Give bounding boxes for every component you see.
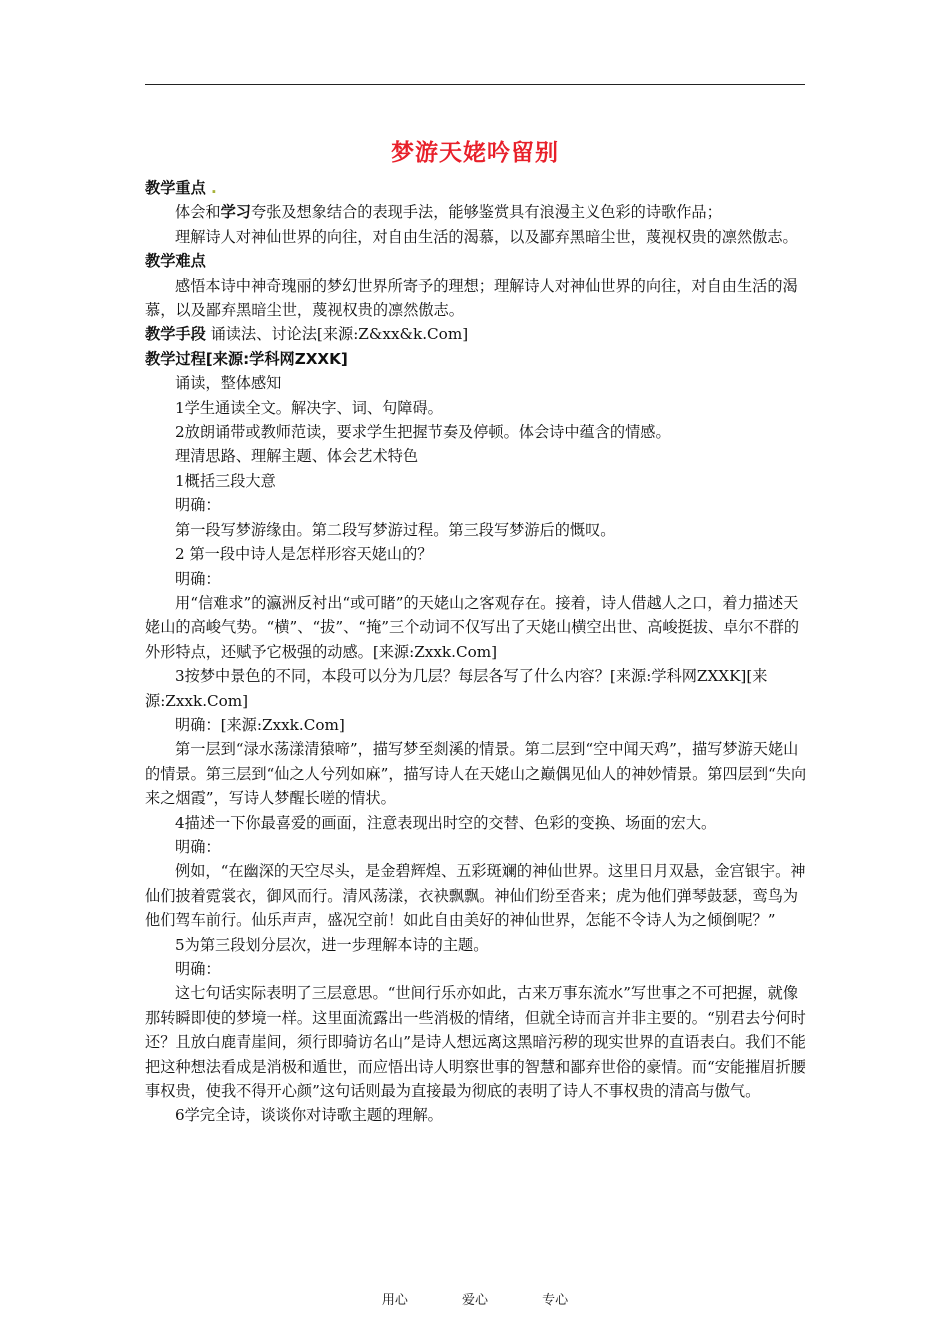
- section-heading: [145, 176, 813, 200]
- header-rule: [145, 84, 805, 85]
- bold-text: 学习: [220, 203, 251, 222]
- paragraph: 第一段写梦游缘由。第二段写梦游过程。第三段写梦游后的慨叹。: [175, 520, 616, 539]
- section-heading: 教学难点: [145, 252, 206, 271]
- section-heading: 教学手段: [145, 325, 206, 344]
- paragraph: 明确：: [175, 960, 221, 978]
- paragraph: 4描述一下你最喜爱的画面，注意表现出时空的交替、色彩的变换、场面的宏大。: [175, 813, 717, 832]
- text-span: 诵读法、讨论法[来源:Z&xx&k.Com]: [205, 325, 469, 344]
- text-span: 夸张: [250, 203, 282, 222]
- paragraph: 理清思路、理解主题、体会艺术特色: [175, 447, 418, 466]
- section-heading: 教学过程[来源:学科网ZXXK]: [145, 349, 348, 368]
- paragraph: 5为第三段划分层次，进一步理解本诗的主题。: [175, 935, 489, 954]
- decorative-dot: .: [211, 179, 217, 197]
- footer-text: 专心: [542, 1293, 569, 1308]
- paragraph: 明确：: [175, 496, 221, 515]
- footer-text: 用心: [381, 1293, 408, 1308]
- paragraph: 第一层到“渌水荡漾清猿啼”，描写梦至剡溪的情景。第二层到“空中闻天鸡”，描写梦游天姥山的情景。第三层到“仙之人兮列如麻”，描写诗人在天姥山之巅偶见仙人的神妙情景。第四层到“失向来之烟霞”，写诗人梦醒长嗟的情状。: [145, 740, 807, 808]
- paragraph: 明确：: [175, 837, 221, 856]
- paragraph: 2 第一段中诗人是怎样形容天姥山的？: [175, 545, 433, 564]
- paragraph: [145, 274, 813, 323]
- page-title: 梦游天姥吟留别: [391, 140, 559, 166]
- text-span: 神奇瑰丽的梦幻世界所寄予的理想；理解诗人对神仙世界的向往，对自由生活的渴慕，以及鄙弃黑暗尘世，蔑视权贵的凛然傲志。: [145, 276, 798, 320]
- heading-text: 教学重点: [145, 179, 206, 197]
- document-body: [145, 176, 813, 1128]
- paragraph: 6学完全诗，谈谈你对诗歌主题的理解。: [175, 1106, 443, 1125]
- paragraph: 明确：: [175, 569, 221, 588]
- paragraph: 1概括三段大意: [175, 471, 276, 490]
- text-span: 体会和: [175, 203, 221, 222]
- paragraph: 2放朗诵带或教师范读，要求学生把握节奏及停顿。体会诗中蕴含的情感。: [175, 423, 671, 442]
- footer-text: 爱心: [461, 1293, 488, 1308]
- paragraph: 诵读，整体感知: [175, 374, 282, 393]
- paragraph: 明确：[来源:Zxxk.Com]: [175, 715, 345, 734]
- paragraph: 理解诗人对神仙世界的向往，对自由生活的渴慕，以及鄙弃黑暗尘世，蔑视权贵的凛然傲志。: [175, 227, 798, 246]
- text-span: 及想象结合的表现手法，能够鉴赏具有浪漫主义色彩的诗歌作品；: [281, 203, 722, 222]
- paragraph: 1学生通读全文。解决字、词、句障碍。: [175, 398, 443, 417]
- page-footer: [0, 1289, 950, 1308]
- paragraph: 用“信难求”的瀛洲反衬出“或可睹”的天姥山之客观存在。接着，诗人借越人之口，着力描述天姥山的高峻气势。“横”、“拔”、“掩”三个动词不仅写出了天姥山横空出世、高峻挺拔、卓尔不群的外形特点，还赋予它极强的动感。[来源:Zxxk.Com]: [145, 593, 800, 661]
- means-line: [145, 322, 813, 346]
- paragraph: 这七句话实际表明了三层意思。“世间行乐亦如此，古来万事东流水”写世事之不可把握，就像那转瞬即使的梦境一样。这里面流露出一些消极的情绪，但就全诗而言并非主要的。“别君去兮何时还？且放白鹿青崖间，须行即骑访名山”是诗人想远离这黑暗污秽的现实世界的直语表白。我们不能把这种想法看成是消极和遁世，而应悟出诗人明察世事的智慧和鄙弃世俗的豪情。而“安能摧眉折腰事权贵，使我不得开心颜”这句话则最为直接最为彻底的表明了诗人不事权贵的清高与傲气。: [145, 984, 806, 1101]
- paragraph: 3按梦中景色的不同，本段可以分为几层？每层各写了什么内容？[来源:学科网ZXXK][来源:Zxxk.Com]: [145, 667, 768, 710]
- paragraph: 例如，“在幽深的天空尽头，是金碧辉煌、五彩斑斓的神仙世界。这里日月双悬，金宫银宇。神仙们披着霓裳衣，御风而行。清风荡漾，衣袂飘飘。神仙们纷至沓来；虎为他们弹琴鼓瑟，鸾鸟为他们驾车前行。仙乐声声，盛况空前！如此自由美好的神仙世界，怎能不令诗人为之倾倒呢？”: [145, 862, 806, 930]
- text-span: 感悟本诗中: [175, 276, 251, 295]
- paragraph: [145, 200, 813, 224]
